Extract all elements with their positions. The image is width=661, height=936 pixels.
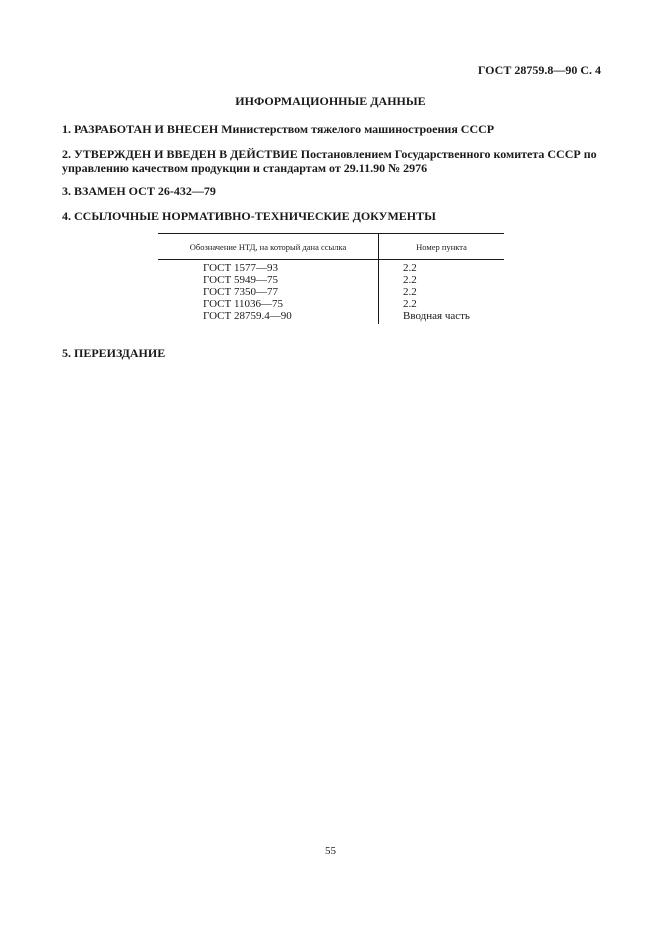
table-header <box>158 234 504 260</box>
clause-column <box>379 260 504 324</box>
table-cell-document: ГОСТ 11036—75 <box>203 298 284 310</box>
table-cell-clause: 2.2 <box>403 274 417 286</box>
page-title: ИНФОРМАЦИОННЫЕ ДАННЫЕ <box>235 94 426 108</box>
item-lead: УТВЕРЖДЕН И ВВЕДЕН В ДЕЙСТВИЕ <box>74 147 298 161</box>
item-number: 5. <box>62 346 71 360</box>
item-number: 3. <box>62 184 71 198</box>
page-number: 55 <box>325 845 336 857</box>
table-cell-document: ГОСТ 1577—93 <box>203 262 278 274</box>
table-cell-clause: 2.2 <box>403 262 417 274</box>
item-text: Постановлением Государственного комитета СССР по управлению качеством продукции и стандартам от 29.11.90 № 2976 <box>62 147 597 175</box>
references-table <box>158 233 504 324</box>
item-lead: ПЕРЕИЗДАНИЕ <box>74 346 166 360</box>
item-text: Министерством тяжелого машиностроения СССР <box>221 122 495 136</box>
table-cell-clause: Вводная часть <box>403 310 470 322</box>
item-lead: ССЫЛОЧНЫЕ НОРМАТИВНО-ТЕХНИЧЕСКИЕ ДОКУМЕНТЫ <box>74 209 436 223</box>
table-cell-clause: 2.2 <box>403 298 417 310</box>
item-number: 4. <box>62 209 71 223</box>
column-header-document: Обозначение НТД, на который дана ссылка <box>158 234 379 259</box>
document-column <box>158 260 379 324</box>
table-cell-clause: 2.2 <box>403 286 417 298</box>
table-body <box>158 260 504 324</box>
list-item <box>62 209 607 223</box>
table-cell-document: ГОСТ 7350—77 <box>203 286 278 298</box>
item-number: 2. <box>62 147 71 161</box>
item-lead: РАЗРАБОТАН И ВНЕСЕН <box>74 122 219 136</box>
list-item <box>62 122 607 136</box>
table-cell-document: ГОСТ 5949—75 <box>203 274 278 286</box>
item-lead: ВЗАМЕН ОСТ 26-432—79 <box>74 184 216 198</box>
list-item <box>62 184 607 198</box>
item-number: 1. <box>62 122 71 136</box>
table-cell-document: ГОСТ 28759.4—90 <box>203 310 292 322</box>
list-item <box>62 147 607 175</box>
list-item <box>62 346 607 360</box>
document-code: ГОСТ 28759.8—90 С. 4 <box>477 63 601 77</box>
column-header-clause: Номер пункта <box>416 241 467 252</box>
